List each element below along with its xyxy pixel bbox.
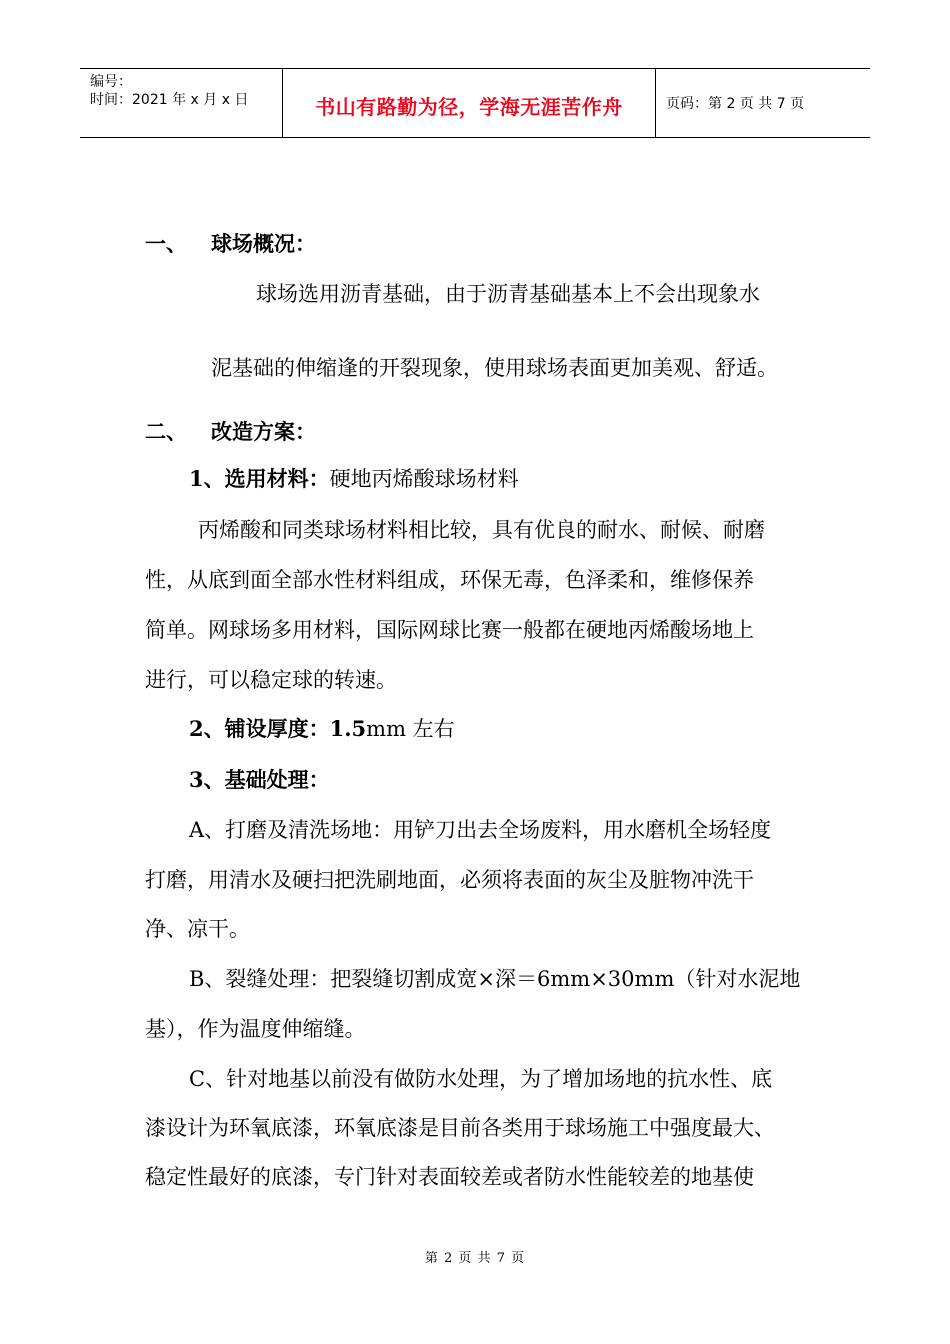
paraB-line2: 基），作为温度伸缩缝。	[145, 1017, 366, 1041]
page-header	[80, 68, 870, 138]
item1-value: 硬地丙烯酸球场材料	[329, 467, 519, 491]
page-footer: 第 2 页 共 7 页	[424, 1251, 526, 1266]
header-right-cell	[656, 69, 870, 137]
para1-line4: 进行，可以稳定球的转速。	[145, 668, 397, 692]
item2-label: 2、铺设厚度：	[189, 716, 330, 741]
paraA-line2: 打磨，用清水及硬扫把洗刷地面，必须将表面的灰尘及脏物冲洗干	[145, 868, 754, 892]
item2-row	[189, 715, 455, 743]
para1-line1: 丙烯酸和同类球场材料相比较，具有优良的耐水、耐候、耐磨	[198, 518, 765, 542]
para1-line2: 性，从底到面全部水性材料组成，环保无毒，色泽柔和，维修保养	[145, 568, 754, 592]
header-motto: 书山有路勤为径，学海无涯苦作舟	[315, 95, 623, 119]
section2-number: 二、	[145, 419, 187, 444]
page-info: 页码：第 2 页 共 7 页	[666, 96, 805, 112]
header-center-cell	[282, 69, 656, 137]
header-left-cell	[80, 69, 282, 137]
paraB-line1: B、裂缝处理：把裂缝切割成宽×深＝6mm×30mm（针对水泥地	[189, 967, 801, 991]
paraC-line2: 漆设计为环氧底漆，环氧底漆是目前各类用于球场施工中强度最大、	[145, 1116, 775, 1140]
paraA-line3: 净、凉干。	[145, 917, 250, 941]
section1-title: 球场概况：	[211, 231, 316, 256]
item3-label: 3、基础处理：	[189, 767, 330, 792]
paraC-line3: 稳定性最好的底漆，专门针对表面较差或者防水性能较差的地基使	[145, 1165, 754, 1189]
item1-label: 1、选用材料：	[189, 466, 330, 491]
paraC-line1: C、针对地基以前没有做防水处理，为了增加场地的抗水性、底	[189, 1067, 773, 1091]
number-label: 编号：	[90, 74, 132, 90]
item1-row	[189, 465, 519, 493]
item2-value-number: 1.5	[329, 716, 367, 741]
section2-title: 改造方案：	[211, 419, 316, 444]
section1-line2: 泥基础的伸缩逢的开裂现象，使用球场表面更加美观、舒适。	[211, 356, 778, 380]
para1-line3: 简单。网球场多用材料，国际网球比赛一般都在硬地丙烯酸场地上	[145, 618, 754, 642]
section1-line1: 球场选用沥青基础，由于沥青基础基本上不会出现象水	[256, 282, 760, 306]
item2-value-unit: mm 左右	[366, 717, 455, 741]
section1-number: 一、	[145, 231, 187, 256]
paraA-line1: A、打磨及清洗场地：用铲刀出去全场废料，用水磨机全场轻度	[189, 818, 772, 842]
time-label: 时间：2021 年 x 月 x 日	[90, 92, 249, 108]
